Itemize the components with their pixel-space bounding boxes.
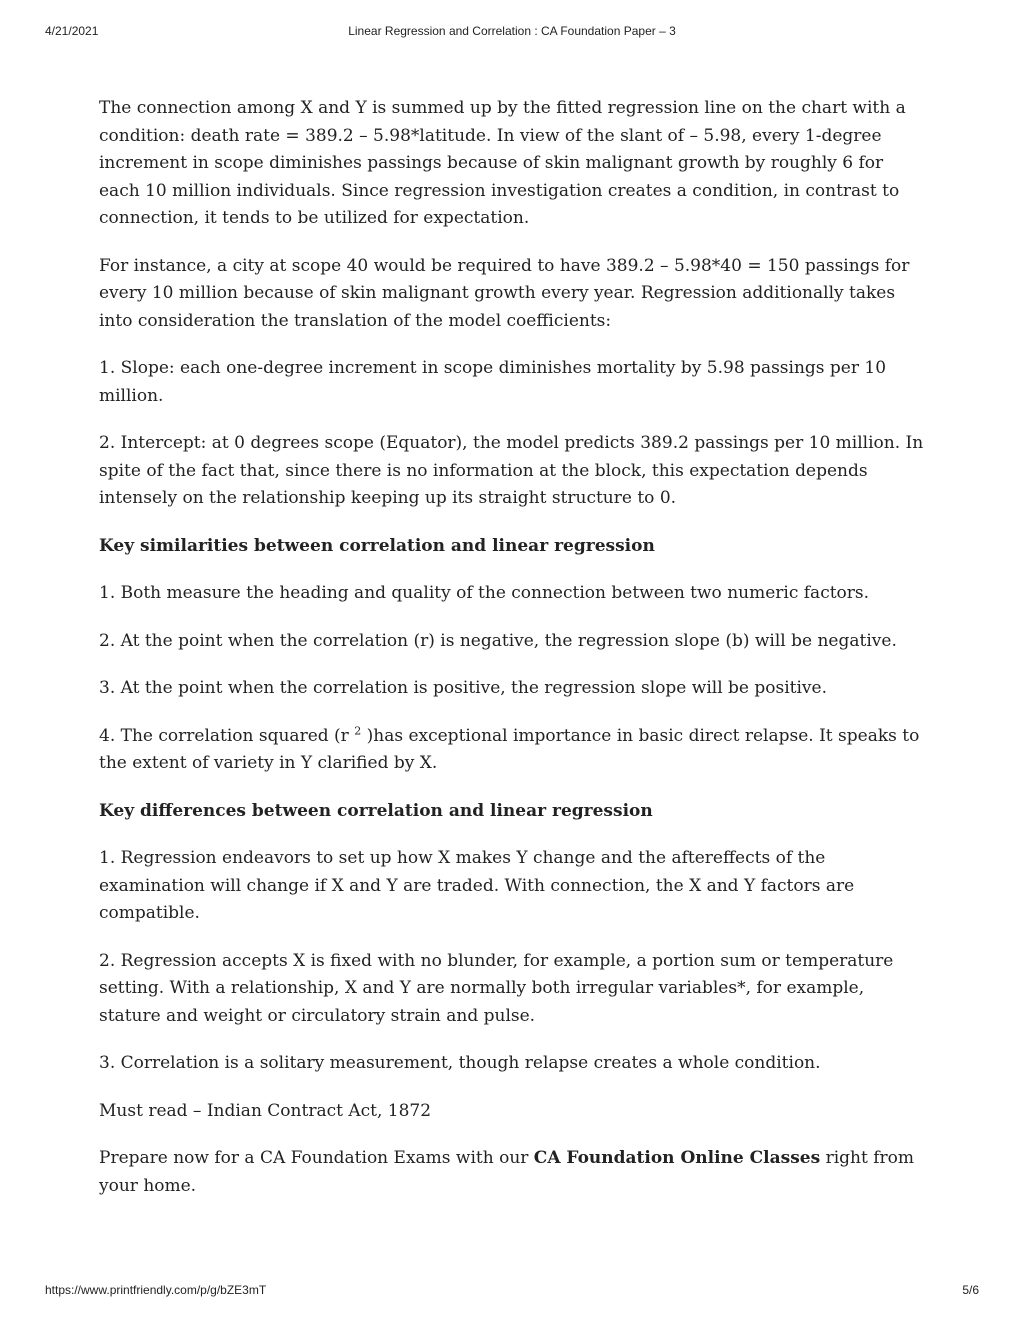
- difference-item-3: 3. Correlation is a solitary measurement, though relapse creates a whole condition.: [99, 1053, 821, 1073]
- print-title: Linear Regression and Correlation : CA Foundation Paper – 3: [348, 24, 676, 38]
- paragraph-intercept: 2. Intercept: at 0 degrees scope (Equator), the model predicts 389.2 passings per 10 million. In spite of the fact that, since there is no information at the block, this expectation depends intensely on the relationship keeping up its straight structure to 0.: [99, 433, 924, 508]
- heading-similarities: Key similarities between correlation and linear regression: [99, 535, 655, 556]
- similarity-item-1: 1. Both measure the heading and quality of the connection between two numeric factors.: [99, 583, 870, 603]
- paragraph-regression-line: The connection among X and Y is summed up by the fitted regression line on the chart with a condition: death rate = 389.2 – 5.98*latitude. In view of the slant of – 5.98, every 1-degree increment in scope diminishes passings because of skin malignant growth by roughly 6 for each 10 million individuals. Since regression investigation creates a condition, in contrast to connection, it tends to be utilized for expectation.: [99, 98, 906, 228]
- print-date: 4/21/2021: [45, 24, 99, 38]
- similarity-item-4-text-end: )has exceptional importance in basic direct relapse. It speaks to the extent of variety in Y clarified by X.: [99, 725, 920, 773]
- article-body: [99, 95, 929, 1220]
- print-header: [0, 24, 1024, 40]
- similarity-item-4-text-start: 4. The correlation squared (r: [99, 725, 355, 746]
- difference-item-1: 1. Regression endeavors to set up how X makes Y change and the aftereffects of the examination will change if X and Y are traded. With connection, the X and Y factors are compatible.: [99, 848, 855, 923]
- superscript-two: 2: [354, 723, 362, 737]
- print-url: https://www.printfriendly.com/p/g/bZE3mT: [45, 1283, 267, 1297]
- similarity-item-4: [99, 723, 929, 778]
- prepare-text-end: right from your home.: [99, 1148, 914, 1196]
- must-read-line: Must read – Indian Contract Act, 1872: [99, 1100, 432, 1121]
- page-number: 5/6: [962, 1283, 979, 1297]
- paragraph-example: For instance, a city at scope 40 would be required to have 389.2 – 5.98*40 = 150 passings for every 10 million because of skin malignant growth every year. Regression additionally takes into consideration the translation of the model coefficients:: [99, 255, 910, 331]
- heading-differences: Key differences between correlation and linear regression: [99, 800, 653, 821]
- prepare-paragraph: [99, 1145, 929, 1200]
- print-footer: [0, 1283, 1024, 1299]
- prepare-text-start: Prepare now for a CA Foundation Exams with our: [99, 1148, 534, 1168]
- ca-foundation-classes-link[interactable]: CA Foundation Online Classes: [533, 1148, 821, 1168]
- similarity-item-3: 3. At the point when the correlation is positive, the regression slope will be positive.: [99, 678, 828, 698]
- difference-item-2: 2. Regression accepts X is fixed with no blunder, for example, a portion sum or temperature setting. With a relationship, X and Y are normally both irregular variables*, for example, stature and weight or circulatory strain and pulse.: [99, 950, 894, 1026]
- paragraph-slope: 1. Slope: each one-degree increment in scope diminishes mortality by 5.98 passings per 10 million.: [99, 358, 887, 406]
- similarity-item-2: 2. At the point when the correlation (r) is negative, the regression slope (b) will be negative.: [99, 630, 897, 651]
